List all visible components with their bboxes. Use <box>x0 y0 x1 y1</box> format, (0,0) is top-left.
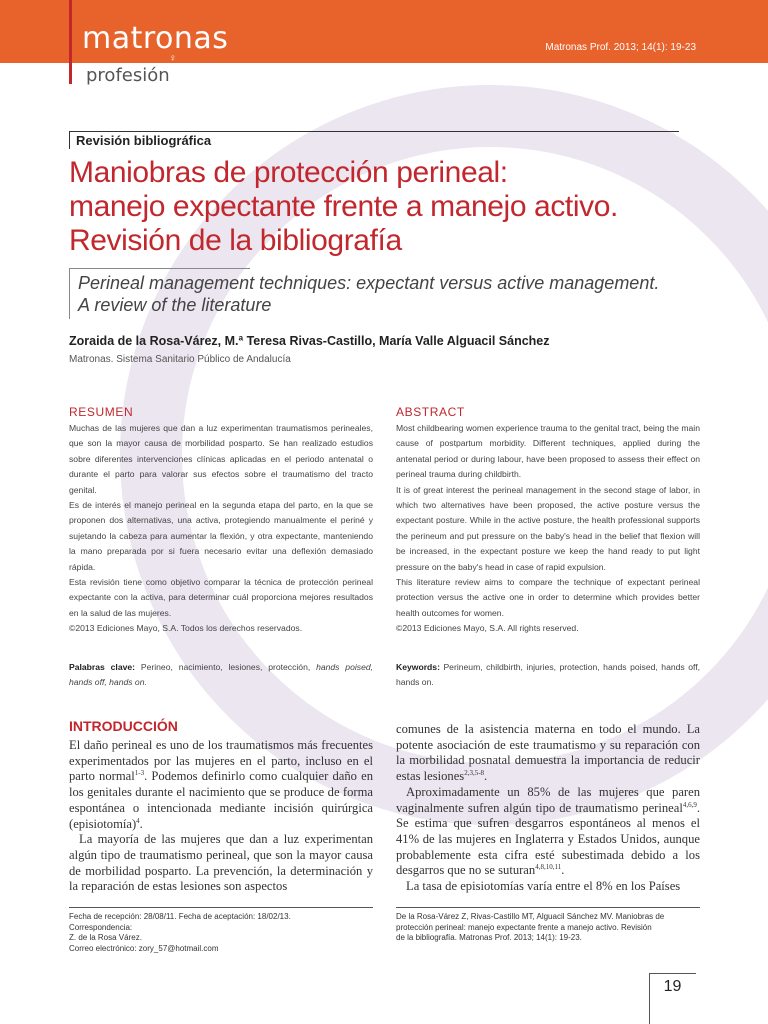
body-paragraph: comunes de la asistencia materna en todo el mundo. La potente asociación de este traumatismo y su reparación con la morbilidad posnatal demuestra la importancia de reducir estas lesiones$^{2,3,5-8}$. <box>396 722 700 784</box>
keywords-italic: hands poised, hands off, hands on. <box>69 662 374 688</box>
journal-subtitle: profesión <box>86 65 170 86</box>
citation-line: de la bibliografía. Matronas Prof. 2013; 14(1): 19-23. <box>396 933 582 943</box>
body-paragraph: Aproximadamente un 85% de las mujeres que paren vaginalmente sufren algún tipo de traumatismo perineal$^{4,6,9}$. Se estima que sufren desgarros espontáneos al menos el 41% de las mujeres en Inglaterra y Estados Unidos, aunque probablemente esta cifra esté subestimada debido a los desgarros que no se suturan$^{4,8,10,11}$. <box>396 784 700 878</box>
footnote-line: Correo electrónico: zory_57@hotmail.com <box>69 943 219 953</box>
body-paragraph: La tasa de episiotomías varía entre el 8% en los Países <box>406 879 681 894</box>
citation-line: protección perineal: manejo expectante frente a manejo activo. Revisión <box>396 922 652 932</box>
footnote-line: Fecha de recepción: 28/08/11. Fecha de aceptación: 18/02/13. <box>69 912 291 921</box>
journal-logo: matronas <box>82 21 229 56</box>
citation-rule <box>396 907 700 908</box>
citation-line: De la Rosa-Várez Z, Rivas-Castillo MT, Alguacil Sánchez MV. Maniobras de <box>396 912 665 921</box>
keywords-text: Perineum, childbirth, injuries, protection, hands poised, hands off, hands on. <box>396 662 701 688</box>
body-paragraph: La mayoría de las mujeres que dan a luz experimentan algún tipo de traumatismo perineal, que son la mayor causa de morbilidad posparto. La prevención, la determinación y la reparación de estas lesiones son aspectos <box>69 832 373 894</box>
body-paragraph: El daño perineal es uno de los traumatismos más frecuentes experimentados por las mujeres en el parto, incluso en el parto normal$^{1-3}$. Podemos definirlo como cualquier daño en los genitales durante el nacimiento que se produce de forma espontánea o intencionada mediante incisión quirúrgica (episiotomía)$^4$. <box>69 738 373 831</box>
header-rule <box>69 0 72 84</box>
abstract-block <box>396 404 700 637</box>
introduction-heading: INTRODUCCIÓN <box>69 718 178 734</box>
keywords-text: Perineo, nacimiento, lesiones, protección, <box>140 662 311 672</box>
abstract-copyright: ©2013 Ediciones Mayo, S.A. All rights reserved. <box>396 623 579 634</box>
resumen-copyright: ©2013 Ediciones Mayo, S.A. Todos los derechos reservados. <box>69 623 303 634</box>
english-title-line: Perineal management techniques: expectant versus active management. <box>78 273 660 293</box>
body-column-left <box>69 738 373 895</box>
title-line: Maniobras de protección perineal: <box>69 156 508 189</box>
abstract-paragraph: This literature review aims to compare the technique of expectant perineal protection versus the active one in order to determine which provides better health outcomes for women. <box>396 577 700 618</box>
title-line: manejo expectante frente a manejo activo. <box>69 190 618 223</box>
affiliation: Matronas. Sistema Sanitario Público de Andalucía <box>69 354 291 365</box>
page-number: 19 <box>663 978 682 995</box>
authors: Zoraida de la Rosa-Várez, M.ª Teresa Rivas-Castillo, María Valle Alguacil Sánchez <box>69 334 550 348</box>
palabras-clave <box>69 660 373 691</box>
resumen-paragraph: Muchas de las mujeres que dan a luz experimentan traumatismos perineales, que son la mayor causa de morbilidad posparto. Se han realizado estudios sobre diferentes intervenciones clínicas aplicadas en el periodo antenatal o durante el parto para valorar sus efectos sobre el traumatismo del tracto genital. <box>69 423 373 495</box>
keywords-label: Keywords: <box>396 662 440 672</box>
footnote-line: Z. de la Rosa Várez. <box>69 933 142 943</box>
resumen-paragraph: Es de interés el manejo perineal en la segunda etapa del parto, en la que se proponen dos alternativas, una activa, protegiendo manualmente el periné y sujetando la cabeza para aumentar la flexión, y otra expectante, manteniendo la mano preparada por si fuera necesario evitar una deflexión demasiado rápida. <box>69 500 373 572</box>
body-column-right <box>396 722 700 895</box>
venus-symbol-icon: ♀ <box>169 53 177 64</box>
keywords <box>396 660 700 691</box>
abstract-heading: ABSTRACT <box>396 405 465 419</box>
citation-footnote <box>396 912 696 944</box>
footnote-rule <box>69 907 373 908</box>
resumen-heading: RESUMEN <box>69 405 134 419</box>
keywords-label: Palabras clave: <box>69 662 136 672</box>
footnote-line: Correspondencia: <box>69 922 133 932</box>
journal-reference: Matronas Prof. 2013; 14(1): 19-23 <box>545 42 696 53</box>
section-label: Revisión bibliográfica <box>69 131 679 149</box>
abstract-paragraph: Most childbearing women experience trauma to the genital tract, being the main cause of postpartum morbidity. Different techniques, applied during the antenatal period or during labour, have been proposed to assess their effect on perineal trauma during childbirth. <box>396 423 700 480</box>
english-title-line: A review of the literature <box>78 295 272 315</box>
english-title <box>78 272 718 316</box>
title-line: Revisión de la bibliografía <box>69 224 402 257</box>
article-title <box>69 156 709 258</box>
resumen-block <box>69 404 373 637</box>
abstract-paragraph: It is of great interest the perineal management in the second stage of labor, in which two alternatives have been proposed, the active posture versus the expectant posture. While in the active posture, the health professional supports the perineum and put pressure on the baby's head in the belief that flexion will be increased, in the expectant posture we keep the hand ready to put light pressure on the baby's head in case of rapid expulsion. <box>396 484 700 572</box>
correspondence-footnote <box>69 912 373 954</box>
resumen-paragraph: Esta revisión tiene como objetivo comparar la técnica de protección perineal expectante con la activa, para determinar cuál proporciona mejores resultados en la salud de las mujeres. <box>69 577 373 618</box>
